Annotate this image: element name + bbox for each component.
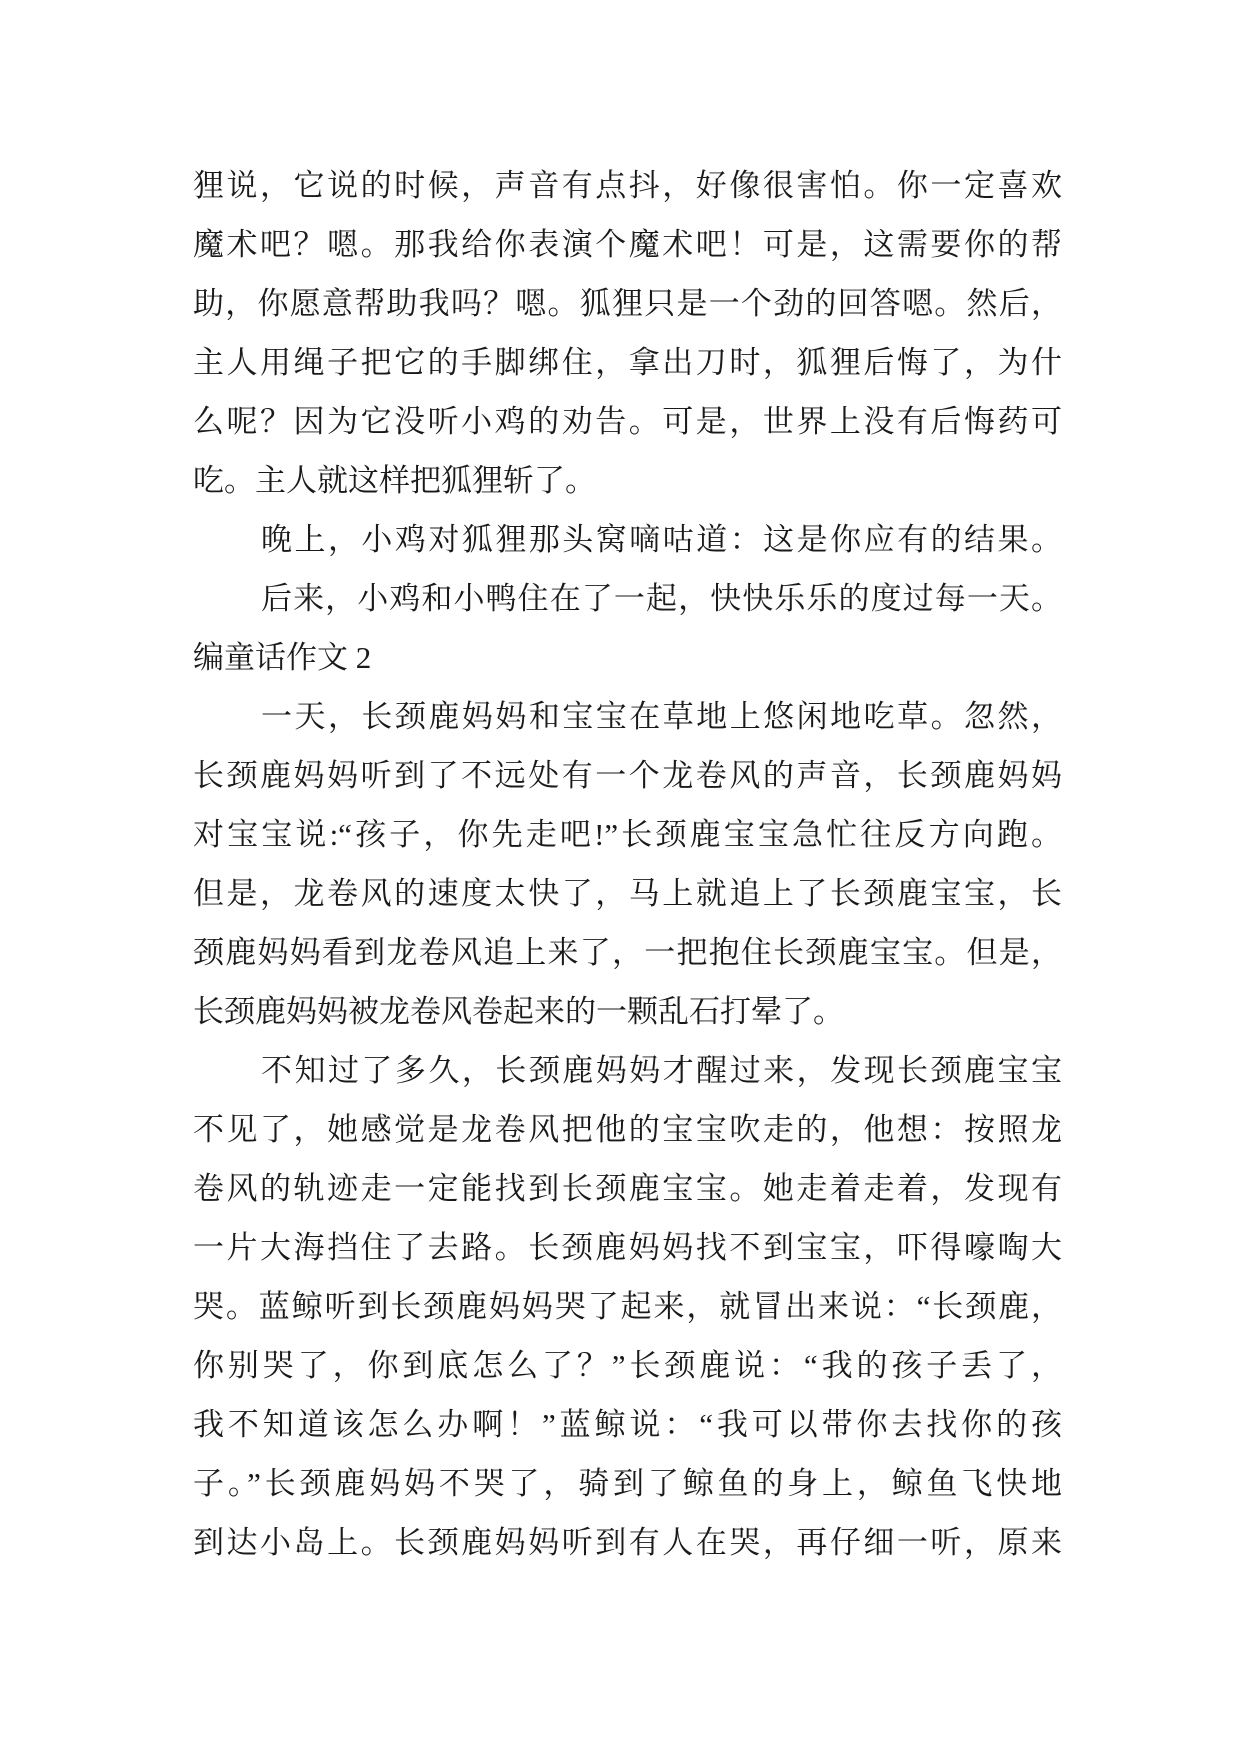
text-line: 主人用绳子把它的手脚绑住，拿出刀时，狐狸后悔了，为什 — [193, 345, 1062, 380]
text-line: 一片大海挡住了去路。长颈鹿妈妈找不到宝宝，吓得嚎啕大 — [193, 1230, 1062, 1265]
text-line: 魔术吧？嗯。那我给你表演个魔术吧！可是，这需要你的帮 — [193, 227, 1062, 262]
text-line: 哭。蓝鲸听到长颈鹿妈妈哭了起来，就冒出来说：“长颈鹿， — [193, 1289, 1062, 1324]
text-line: 子。”长颈鹿妈妈不哭了，骑到了鲸鱼的身上，鲸鱼飞快地 — [193, 1466, 1062, 1501]
text-line: 不见了，她感觉是龙卷风把他的宝宝吹走的，他想：按照龙 — [193, 1112, 1062, 1147]
text-line: 助，你愿意帮助我吗？嗯。狐狸只是一个劲的回答嗯。然后， — [193, 286, 1062, 321]
text-line: 吃。主人就这样把狐狸斩了。 — [193, 463, 596, 498]
text-line: 卷风的轨迹走一定能找到长颈鹿宝宝。她走着走着，发现有 — [193, 1171, 1062, 1206]
text-line: 后来，小鸡和小鸭住在了一起，快快乐乐的度过每一天。 — [261, 581, 1062, 616]
section-heading: 编童话作文 2 — [193, 640, 372, 675]
document-body — [193, 156, 1062, 1572]
paragraph — [193, 687, 1062, 1041]
text-line: 么呢？因为它没听小鸡的劝告。可是，世界上没有后悔药可 — [193, 404, 1062, 439]
text-line: 长颈鹿妈妈被龙卷风卷起来的一颗乱石打晕了。 — [193, 994, 844, 1029]
paragraph — [193, 156, 1062, 510]
text-line: 一天，长颈鹿妈妈和宝宝在草地上悠闲地吃草。忽然， — [261, 699, 1062, 734]
paragraph — [193, 1041, 1062, 1572]
text-line: 你别哭了，你到底怎么了？”长颈鹿说：“我的孩子丢了， — [193, 1348, 1062, 1383]
text-line: 我不知道该怎么办啊！”蓝鲸说：“我可以带你去找你的孩 — [193, 1407, 1062, 1442]
text-line: 对宝宝说:“孩子，你先走吧!”长颈鹿宝宝急忙往反方向跑。 — [193, 817, 1062, 852]
text-line: 到达小岛上。长颈鹿妈妈听到有人在哭，再仔细一听，原来 — [193, 1525, 1062, 1560]
text-line: 狸说，它说的时候，声音有点抖，好像很害怕。你一定喜欢 — [193, 168, 1062, 203]
text-line: 颈鹿妈妈看到龙卷风追上来了，一把抱住长颈鹿宝宝。但是， — [193, 935, 1062, 970]
paragraph — [193, 569, 1062, 628]
text-line: 长颈鹿妈妈听到了不远处有一个龙卷风的声音，长颈鹿妈妈 — [193, 758, 1062, 793]
text-line: 晚上，小鸡对狐狸那头窝嘀咕道：这是你应有的结果。 — [261, 522, 1062, 557]
text-line: 不知过了多久，长颈鹿妈妈才醒过来，发现长颈鹿宝宝 — [261, 1053, 1062, 1088]
text-line: 但是，龙卷风的速度太快了，马上就追上了长颈鹿宝宝，长 — [193, 876, 1062, 911]
paragraph — [193, 510, 1062, 569]
